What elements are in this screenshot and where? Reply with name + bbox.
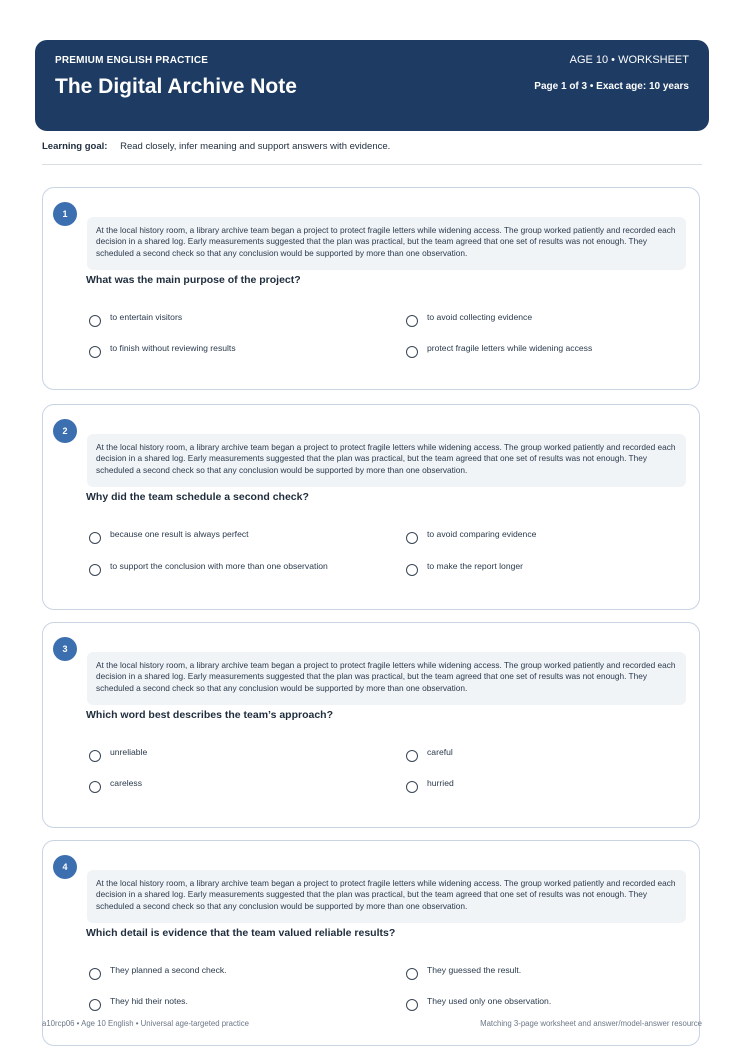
learning-goal (42, 141, 390, 152)
answer-option-label: careful (427, 747, 453, 757)
radio-button[interactable] (406, 750, 418, 762)
answer-option-label: to avoid comparing evidence (427, 529, 537, 539)
radio-button[interactable] (89, 968, 101, 980)
answer-option[interactable] (110, 965, 227, 975)
radio-button[interactable] (89, 999, 101, 1011)
reading-passage: At the local history room, a library archive team began a project to protect fragile letters while widening access. The group worked patiently and recorded each decision in a shared log. Early measurements suggested that the plan was practical, but the team agreed that one set of results was not enough. They scheduled a second check so that any conclusion would be supported by more than one observation. (87, 652, 686, 705)
question-text: Which detail is evidence that the team valued reliable results? (86, 927, 396, 939)
radio-button[interactable] (406, 999, 418, 1011)
answer-option[interactable] (427, 312, 532, 322)
question-card (42, 840, 700, 1046)
answer-option-label: They guessed the result. (427, 965, 522, 975)
brand-label: PREMIUM ENGLISH PRACTICE (55, 55, 209, 66)
answer-option-label: careless (110, 778, 142, 788)
answer-option-label: to avoid collecting evidence (427, 312, 533, 322)
answer-option[interactable] (110, 343, 236, 353)
reading-passage: At the local history room, a library archive team began a project to protect fragile letters while widening access. The group worked patiently and recorded each decision in a shared log. Early measurements suggested that the plan was practical, but the team agreed that one set of results was not enough. They scheduled a second check so that any conclusion would be supported by more than one observation. (87, 870, 686, 923)
answer-option-label: hurried (427, 778, 454, 788)
question-card (42, 187, 700, 390)
answer-option[interactable] (427, 747, 453, 757)
learning-goal-label: Learning goal: (42, 141, 108, 152)
answer-option-label: to finish without reviewing results (110, 343, 236, 353)
radio-button[interactable] (89, 564, 101, 576)
radio-button[interactable] (406, 968, 418, 980)
answer-option-label: unreliable (110, 747, 148, 757)
answer-option[interactable] (427, 996, 551, 1006)
answer-option-label: to entertain visitors (110, 312, 183, 322)
learning-goal-text: Read closely, infer meaning and support answers with evidence. (120, 141, 391, 152)
answer-option[interactable] (427, 561, 523, 571)
answer-option[interactable] (110, 312, 182, 322)
reading-passage: At the local history room, a library archive team began a project to protect fragile letters while widening access. The group worked patiently and recorded each decision in a shared log. Early measurements suggested that the plan was practical, but the team agreed that one set of results was not enough. They scheduled a second check so that any conclusion would be supported by more than one observation. (87, 434, 686, 487)
radio-button[interactable] (89, 781, 101, 793)
answer-option-label: They planned a second check. (110, 965, 227, 975)
divider (42, 164, 702, 165)
answer-option[interactable] (110, 747, 147, 757)
answer-option-label: to make the report longer (427, 561, 524, 571)
answer-option[interactable] (110, 529, 249, 539)
answer-option-label: to support the conclusion with more than one observation (110, 561, 328, 571)
question-text: Why did the team schedule a second check? (86, 491, 309, 503)
radio-button[interactable] (89, 346, 101, 358)
answer-option-label: They hid their notes. (110, 996, 188, 1006)
question-number-badge: 4 (53, 855, 77, 879)
radio-button[interactable] (406, 315, 418, 327)
radio-button[interactable] (406, 346, 418, 358)
radio-button[interactable] (406, 564, 418, 576)
worksheet-title: The Digital Archive Note (55, 75, 297, 98)
question-card (42, 622, 700, 828)
question-number-badge: 2 (53, 419, 77, 443)
age-worksheet-label: AGE 10 • WORKSHEET (569, 54, 689, 66)
answer-option-label: They used only one observation. (427, 996, 552, 1006)
page-info: Page 1 of 3 • Exact age: 10 years (534, 81, 689, 92)
question-number-badge: 3 (53, 637, 77, 661)
question-text: Which word best describes the team’s approach? (86, 709, 334, 721)
radio-button[interactable] (89, 532, 101, 544)
answer-option[interactable] (110, 996, 188, 1006)
footer-note: Matching 3-page worksheet and answer/model-answer resource (480, 1019, 702, 1028)
answer-option[interactable] (110, 778, 142, 788)
answer-option[interactable] (427, 529, 536, 539)
question-card (42, 404, 700, 610)
footer-code: a10rcp06 • Age 10 English • Universal age-targeted practice (42, 1019, 250, 1028)
radio-button[interactable] (89, 315, 101, 327)
answer-option-label: because one result is always perfect (110, 529, 249, 539)
radio-button[interactable] (406, 532, 418, 544)
answer-option[interactable] (110, 561, 328, 571)
reading-passage: At the local history room, a library archive team began a project to protect fragile letters while widening access. The group worked patiently and recorded each decision in a shared log. Early measurements suggested that the plan was practical, but the team agreed that one set of results was not enough. They scheduled a second check so that any conclusion would be supported by more than one observation. (87, 217, 686, 270)
answer-option[interactable] (427, 965, 521, 975)
radio-button[interactable] (89, 750, 101, 762)
answer-option[interactable] (427, 343, 592, 353)
answer-option-label: protect fragile letters while widening access (427, 343, 593, 353)
radio-button[interactable] (406, 781, 418, 793)
answer-option[interactable] (427, 778, 454, 788)
worksheet-header (35, 40, 709, 131)
question-number-badge: 1 (53, 202, 77, 226)
question-text: What was the main purpose of the project? (86, 274, 301, 286)
